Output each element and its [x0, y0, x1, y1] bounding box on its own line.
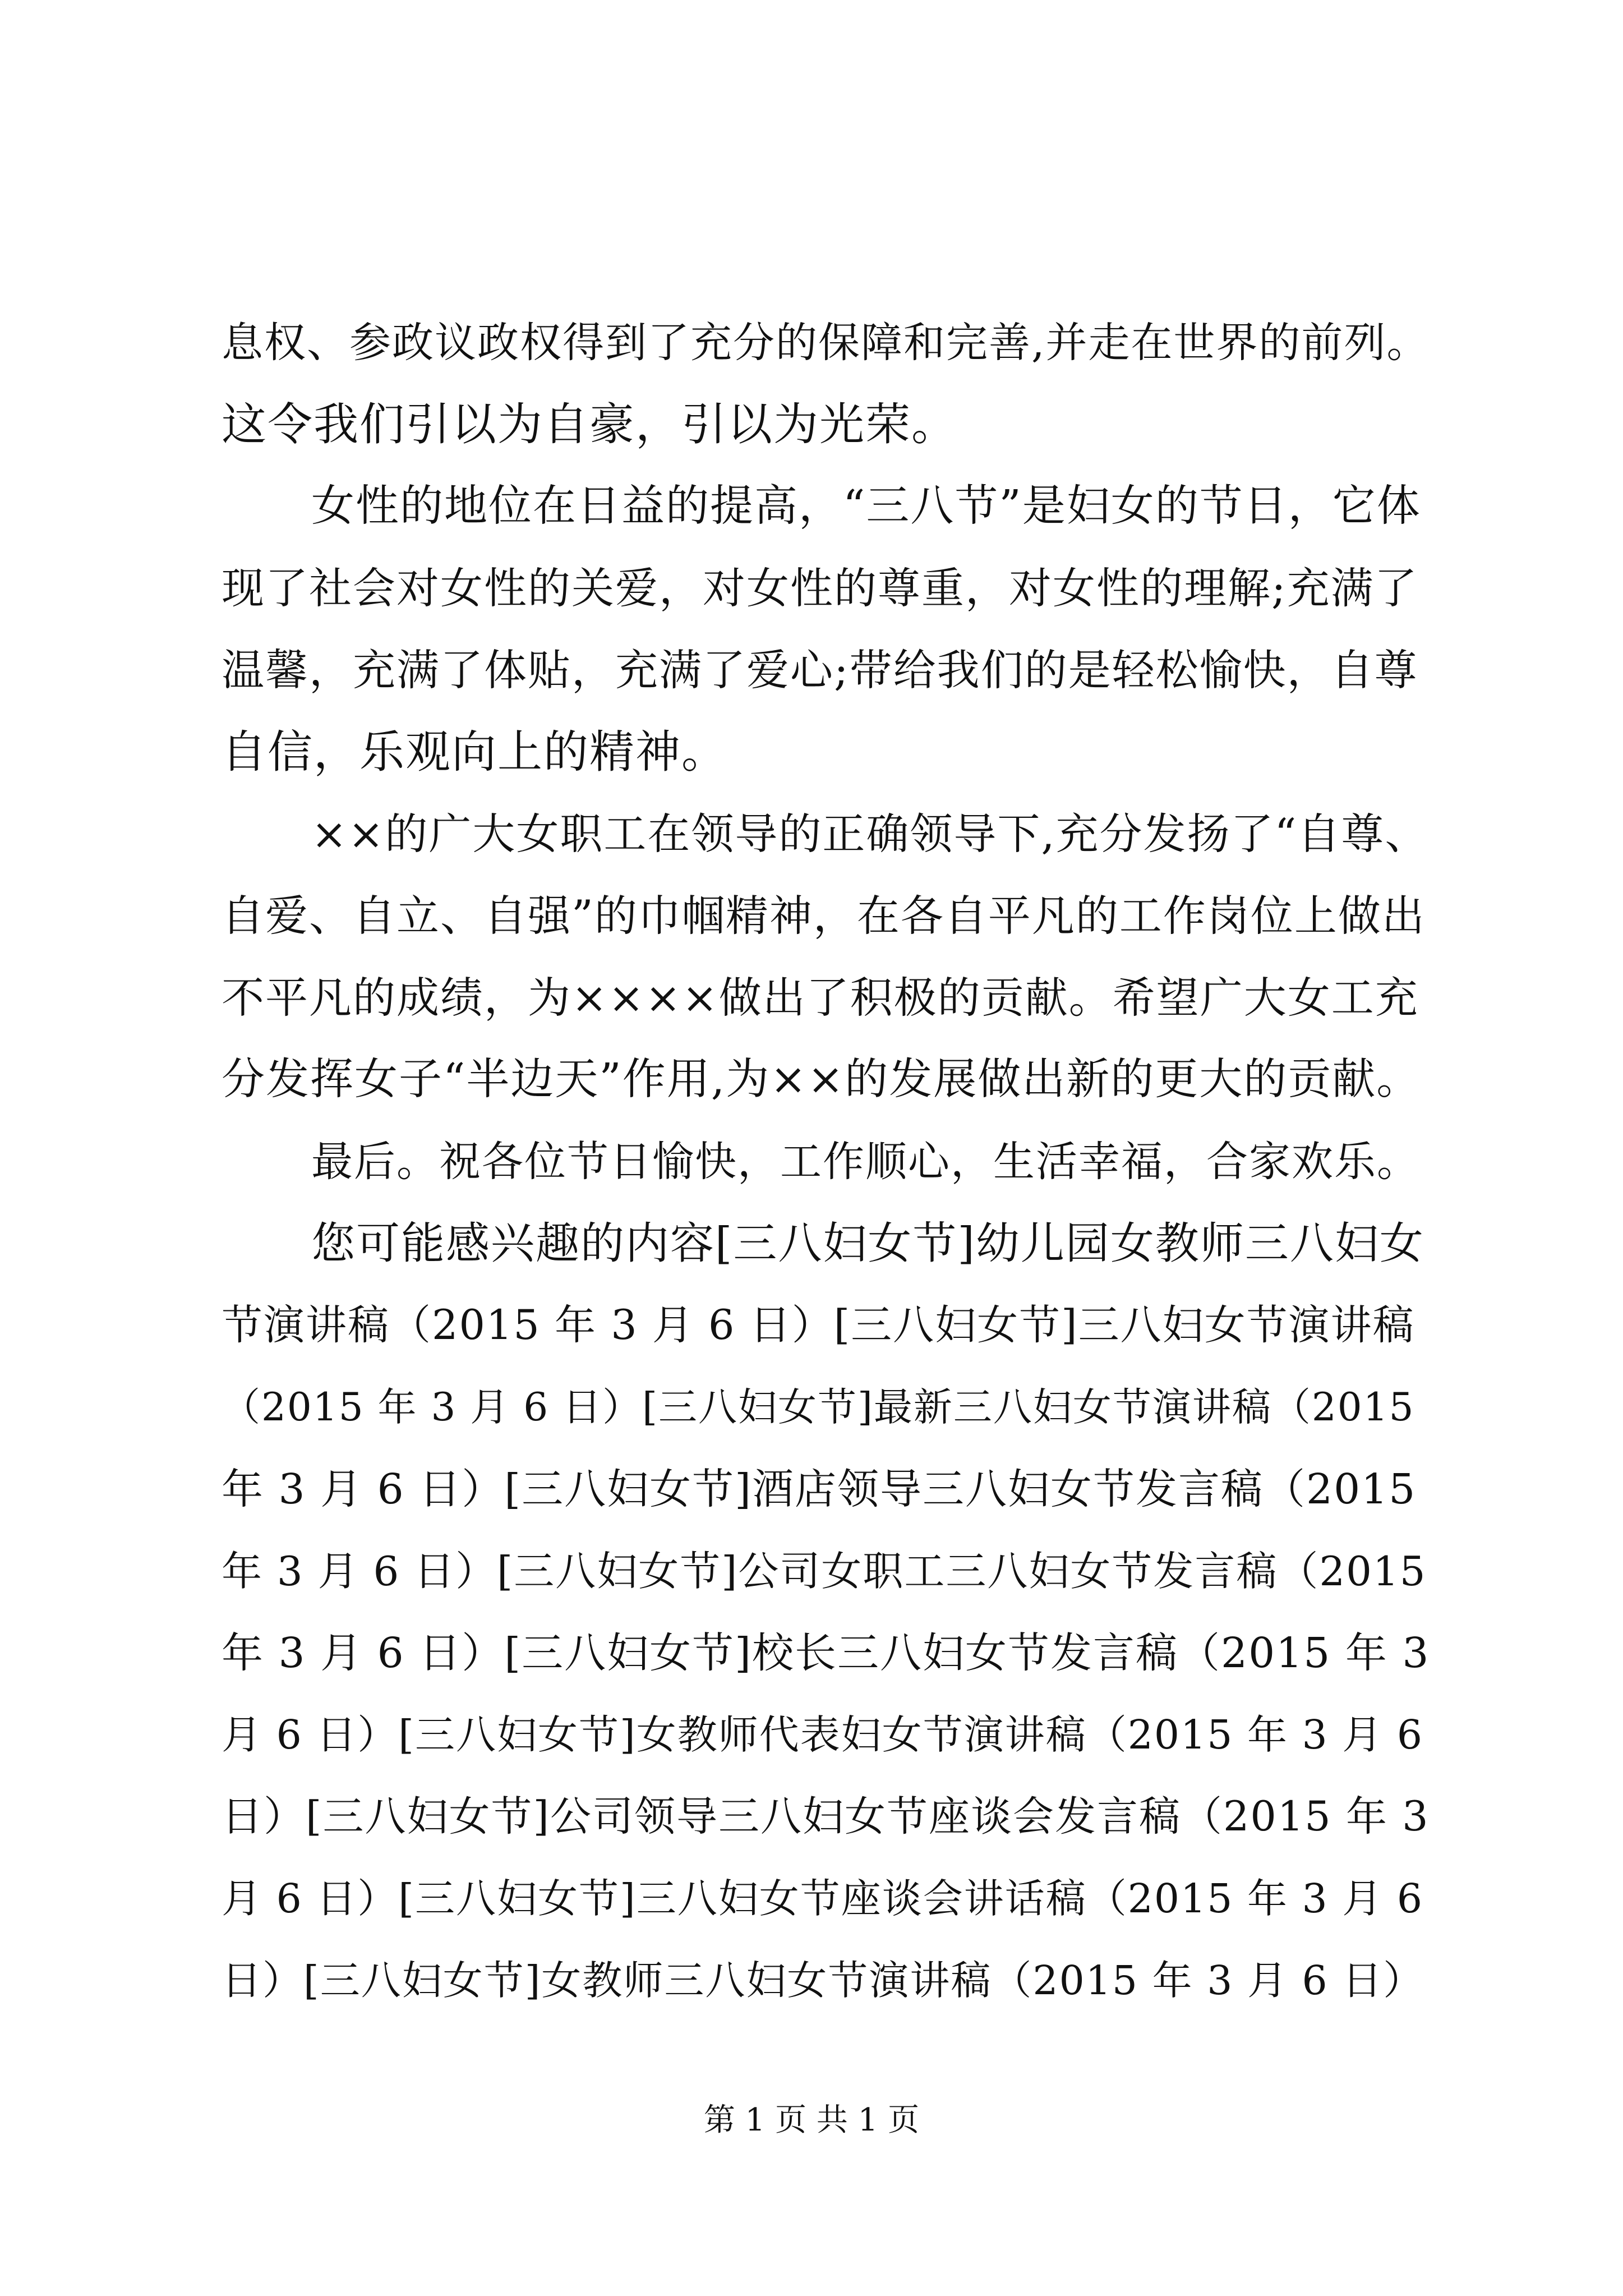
text-line: 节演讲稿（2015 年 3 月 6 日）[三八妇女节]三八妇女节演讲稿	[222, 1301, 1415, 1349]
text-line: 这令我们引以为自豪，引以为光荣。	[222, 398, 957, 450]
text-line: 日）[三八妇女节]女教师三八妇女节演讲稿（2015 年 3 月 6 日）	[222, 1957, 1424, 2004]
text-line: 分发挥女子“半边天”作用,为××的发展做出新的更大的贡献。	[222, 1055, 1421, 1105]
text-line: （2015 年 3 月 6 日）[三八妇女节]最新三八妇女节演讲稿（2015	[222, 1385, 1415, 1430]
text-line: 温馨，充满了体贴，充满了爱心;带给我们的是轻松愉快，自尊	[222, 645, 1418, 695]
text-line: 月 6 日）[三八妇女节]女教师代表妇女节演讲稿（2015 年 3 月 6	[222, 1711, 1424, 1758]
text-line: 年 3 月 6 日）[三八妇女节]公司女职工三八妇女节发言稿（2015	[222, 1548, 1427, 1595]
text-line: 现了社会对女性的关爱，对女性的尊重，对女性的理解;充满了	[222, 563, 1418, 613]
text-line: 自爱、自立、自强”的巾帼精神，在各自平凡的工作岗位上做出	[222, 891, 1426, 941]
paragraph-start-line: 女性的地位在日益的提高，“三八节”是妇女的节日，它体	[311, 481, 1421, 531]
text-line: 月 6 日）[三八妇女节]三八妇女节座谈会讲话稿（2015 年 3 月 6	[222, 1875, 1424, 1922]
text-line: 自信，乐观向上的精神。	[222, 726, 727, 778]
text-line: 息权、参政议政权得到了充分的保障和完善,并走在世界的前列。	[222, 319, 1430, 367]
text-line: 日）[三八妇女节]公司领导三八妇女节座谈会发言稿（2015 年 3	[222, 1793, 1430, 1841]
text-line: 年 3 月 6 日）[三八妇女节]酒店领导三八妇女节发言稿（2015	[222, 1465, 1417, 1513]
paragraph-start-line: 最后。祝各位节日愉快，工作顺心，生活幸福，合家欢乐。	[311, 1138, 1419, 1186]
page-footer: 第 1 页 共 1 页	[703, 2102, 920, 2138]
paragraph-start-line: ××的广大女职工在领导的正确领导下,充分发扬了“自尊、	[311, 809, 1429, 859]
paragraph-start-line: 您可能感兴趣的内容[三八妇女节]幼儿园女教师三八妇女	[311, 1218, 1424, 1269]
text-line: 不平凡的成绩，为××××做出了积极的贡献。希望广大女工充	[222, 973, 1419, 1023]
text-line: 年 3 月 6 日）[三八妇女节]校长三八妇女节发言稿（2015 年 3	[222, 1629, 1430, 1677]
